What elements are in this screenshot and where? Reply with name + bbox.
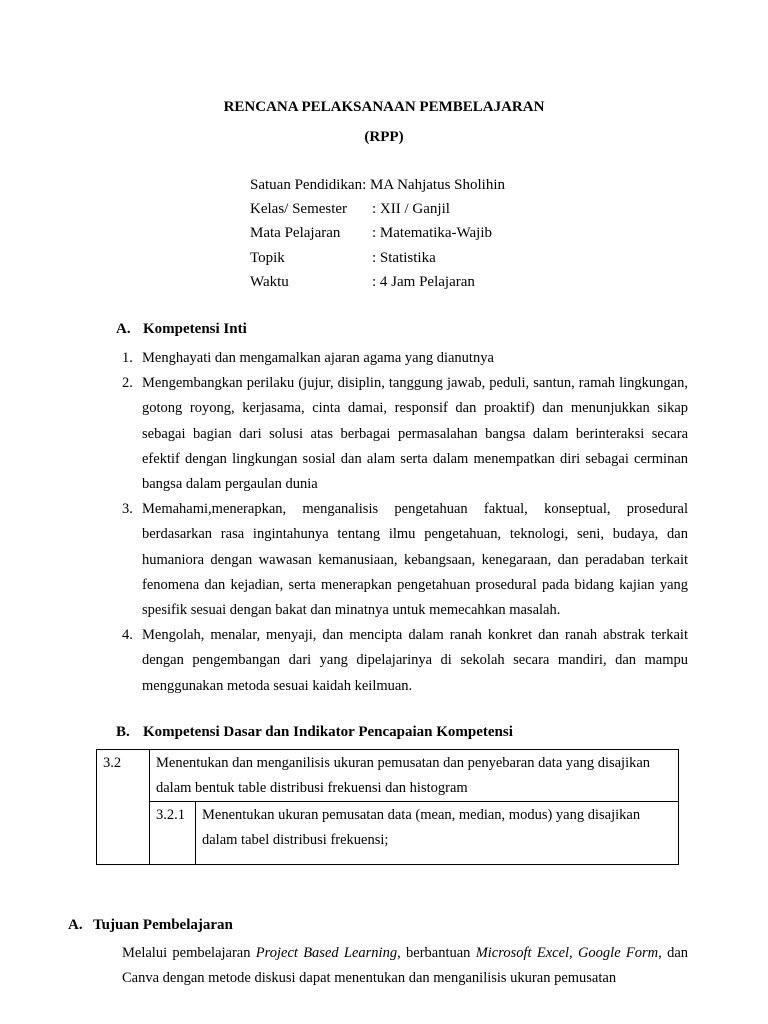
list-item — [116, 371, 688, 497]
info-row — [250, 249, 505, 273]
info-label: Topik — [250, 249, 285, 266]
document-title: RENCANA PELAKSANAAN PEMBELAJARAN — [223, 99, 545, 115]
info-row — [250, 224, 505, 248]
info-row — [250, 176, 505, 200]
list-item-text: Mengembangkan perilaku (jujur, disiplin, tanggung jawab, peduli, santun, ramah lingkungan, gotong royong, kerjasama, cinta damai, responsif dan proaktif) dan menunjukkan sikap sebagai bagian dari solusi atas berbagai permasalahan bangsa dalam berinteraksi secara efektif dengan lingkungan sosial dan alam serta dalam menempatkan diri sebagai cerminan bangsa dalam pergaulan dunia — [142, 375, 688, 493]
paragraph-text: Melalui pembelajaran — [122, 945, 256, 961]
list-item-text: Menghayati dan mengamalkan ajaran agama yang dianutnya — [142, 350, 494, 366]
section-title: Kompetensi Inti — [143, 321, 247, 337]
section-letter: A. — [116, 321, 131, 337]
section-letter: B. — [116, 724, 130, 740]
paragraph-text: , — [569, 945, 578, 961]
section-heading-tujuan-pembelajaran — [68, 917, 233, 934]
section-letter: A. — [68, 917, 83, 933]
info-label: Mata Pelajaran — [250, 225, 341, 242]
info-row — [250, 273, 505, 297]
info-value: : XII / Ganjil — [372, 201, 450, 218]
list-item-text: Mengolah, menalar, menyaji, dan mencipta dalam ranah konkret dan ranah abstrak terkait dengan pengembangan dari yang dipelajarinya di sekolah secara mandiri, dan mampu menggunakan metoda sesuai kaidah keilmuan. — [142, 627, 688, 694]
info-value: : Statistika — [372, 249, 436, 266]
paragraph-emphasis: Project Based Learning, — [255, 945, 401, 961]
tujuan-pembelajaran-paragraph — [122, 941, 688, 991]
list-item — [116, 623, 688, 699]
info-value: : 4 Jam Pelajaran — [372, 273, 475, 290]
table-row — [97, 802, 679, 865]
info-value: : Matematika-Wajib — [372, 225, 492, 242]
kd-number-cell: 3.2 — [97, 750, 150, 865]
list-item-number: 3. — [122, 501, 133, 518]
kompetensi-dasar-table — [96, 749, 679, 865]
identity-block — [250, 176, 505, 297]
list-item-text: Memahami,menerapkan, menganalisis pengetahuan faktual, konseptual, prosedural berdasarkan rasa ingintahunya tentang ilmu pengetahuan, teknologi, seni, budaya, dan humaniora dengan wawasan kemanusiaan, kebangsaan, kenegaraan, dan peradaban terkait fenomena dan kejadian, serta menerapkan pengetahuan prosedural pada bidang kajian yang spesifik sesuai dengan bakat dan minatnya untuk memecahkan masalah. — [142, 501, 688, 619]
list-item-number: 4. — [122, 627, 133, 644]
list-item-number: 2. — [122, 375, 133, 392]
list-item — [116, 497, 688, 623]
info-label: Satuan Pendidikan — [250, 177, 363, 193]
kompetensi-inti-list — [116, 346, 688, 699]
paragraph-emphasis: Microsoft Excel — [475, 945, 570, 961]
info-label: Waktu — [250, 273, 289, 290]
ipk-text-cell: Menentukan ukuran pemusatan data (mean, median, modus) yang disajikan dalam tabel distribusi frekuensi; — [196, 802, 679, 865]
paragraph-emphasis: Google Form — [577, 945, 659, 961]
list-item — [116, 346, 688, 371]
paragraph-text: berbantuan — [400, 945, 476, 961]
section-title: Tujuan Pembelajaran — [93, 917, 233, 933]
section-title: Kompetensi Dasar dan Indikator Pencapaian Kompetensi — [143, 724, 513, 740]
list-item-number: 1. — [122, 350, 133, 366]
paragraph-text: , dan Canva dengan metode diskusi dapat menentukan dan menganilisis ukuran pemusatan — [122, 945, 689, 986]
table-row — [97, 750, 679, 802]
info-label: Kelas/ Semester — [250, 201, 348, 218]
info-value: : MA Nahjatus Sholihin — [362, 177, 506, 193]
ipk-number-cell: 3.2.1 — [150, 802, 196, 865]
kd-text-cell: Menentukan dan menganilisis ukuran pemusatan dan penyebaran data yang disajikan dalam bentuk table distribusi frekuensi dan histogram — [150, 750, 679, 802]
section-heading-kompetensi-inti — [116, 321, 247, 338]
info-row — [250, 200, 505, 224]
section-heading-kompetensi-dasar — [116, 724, 513, 741]
document-subtitle: (RPP) — [364, 129, 404, 145]
